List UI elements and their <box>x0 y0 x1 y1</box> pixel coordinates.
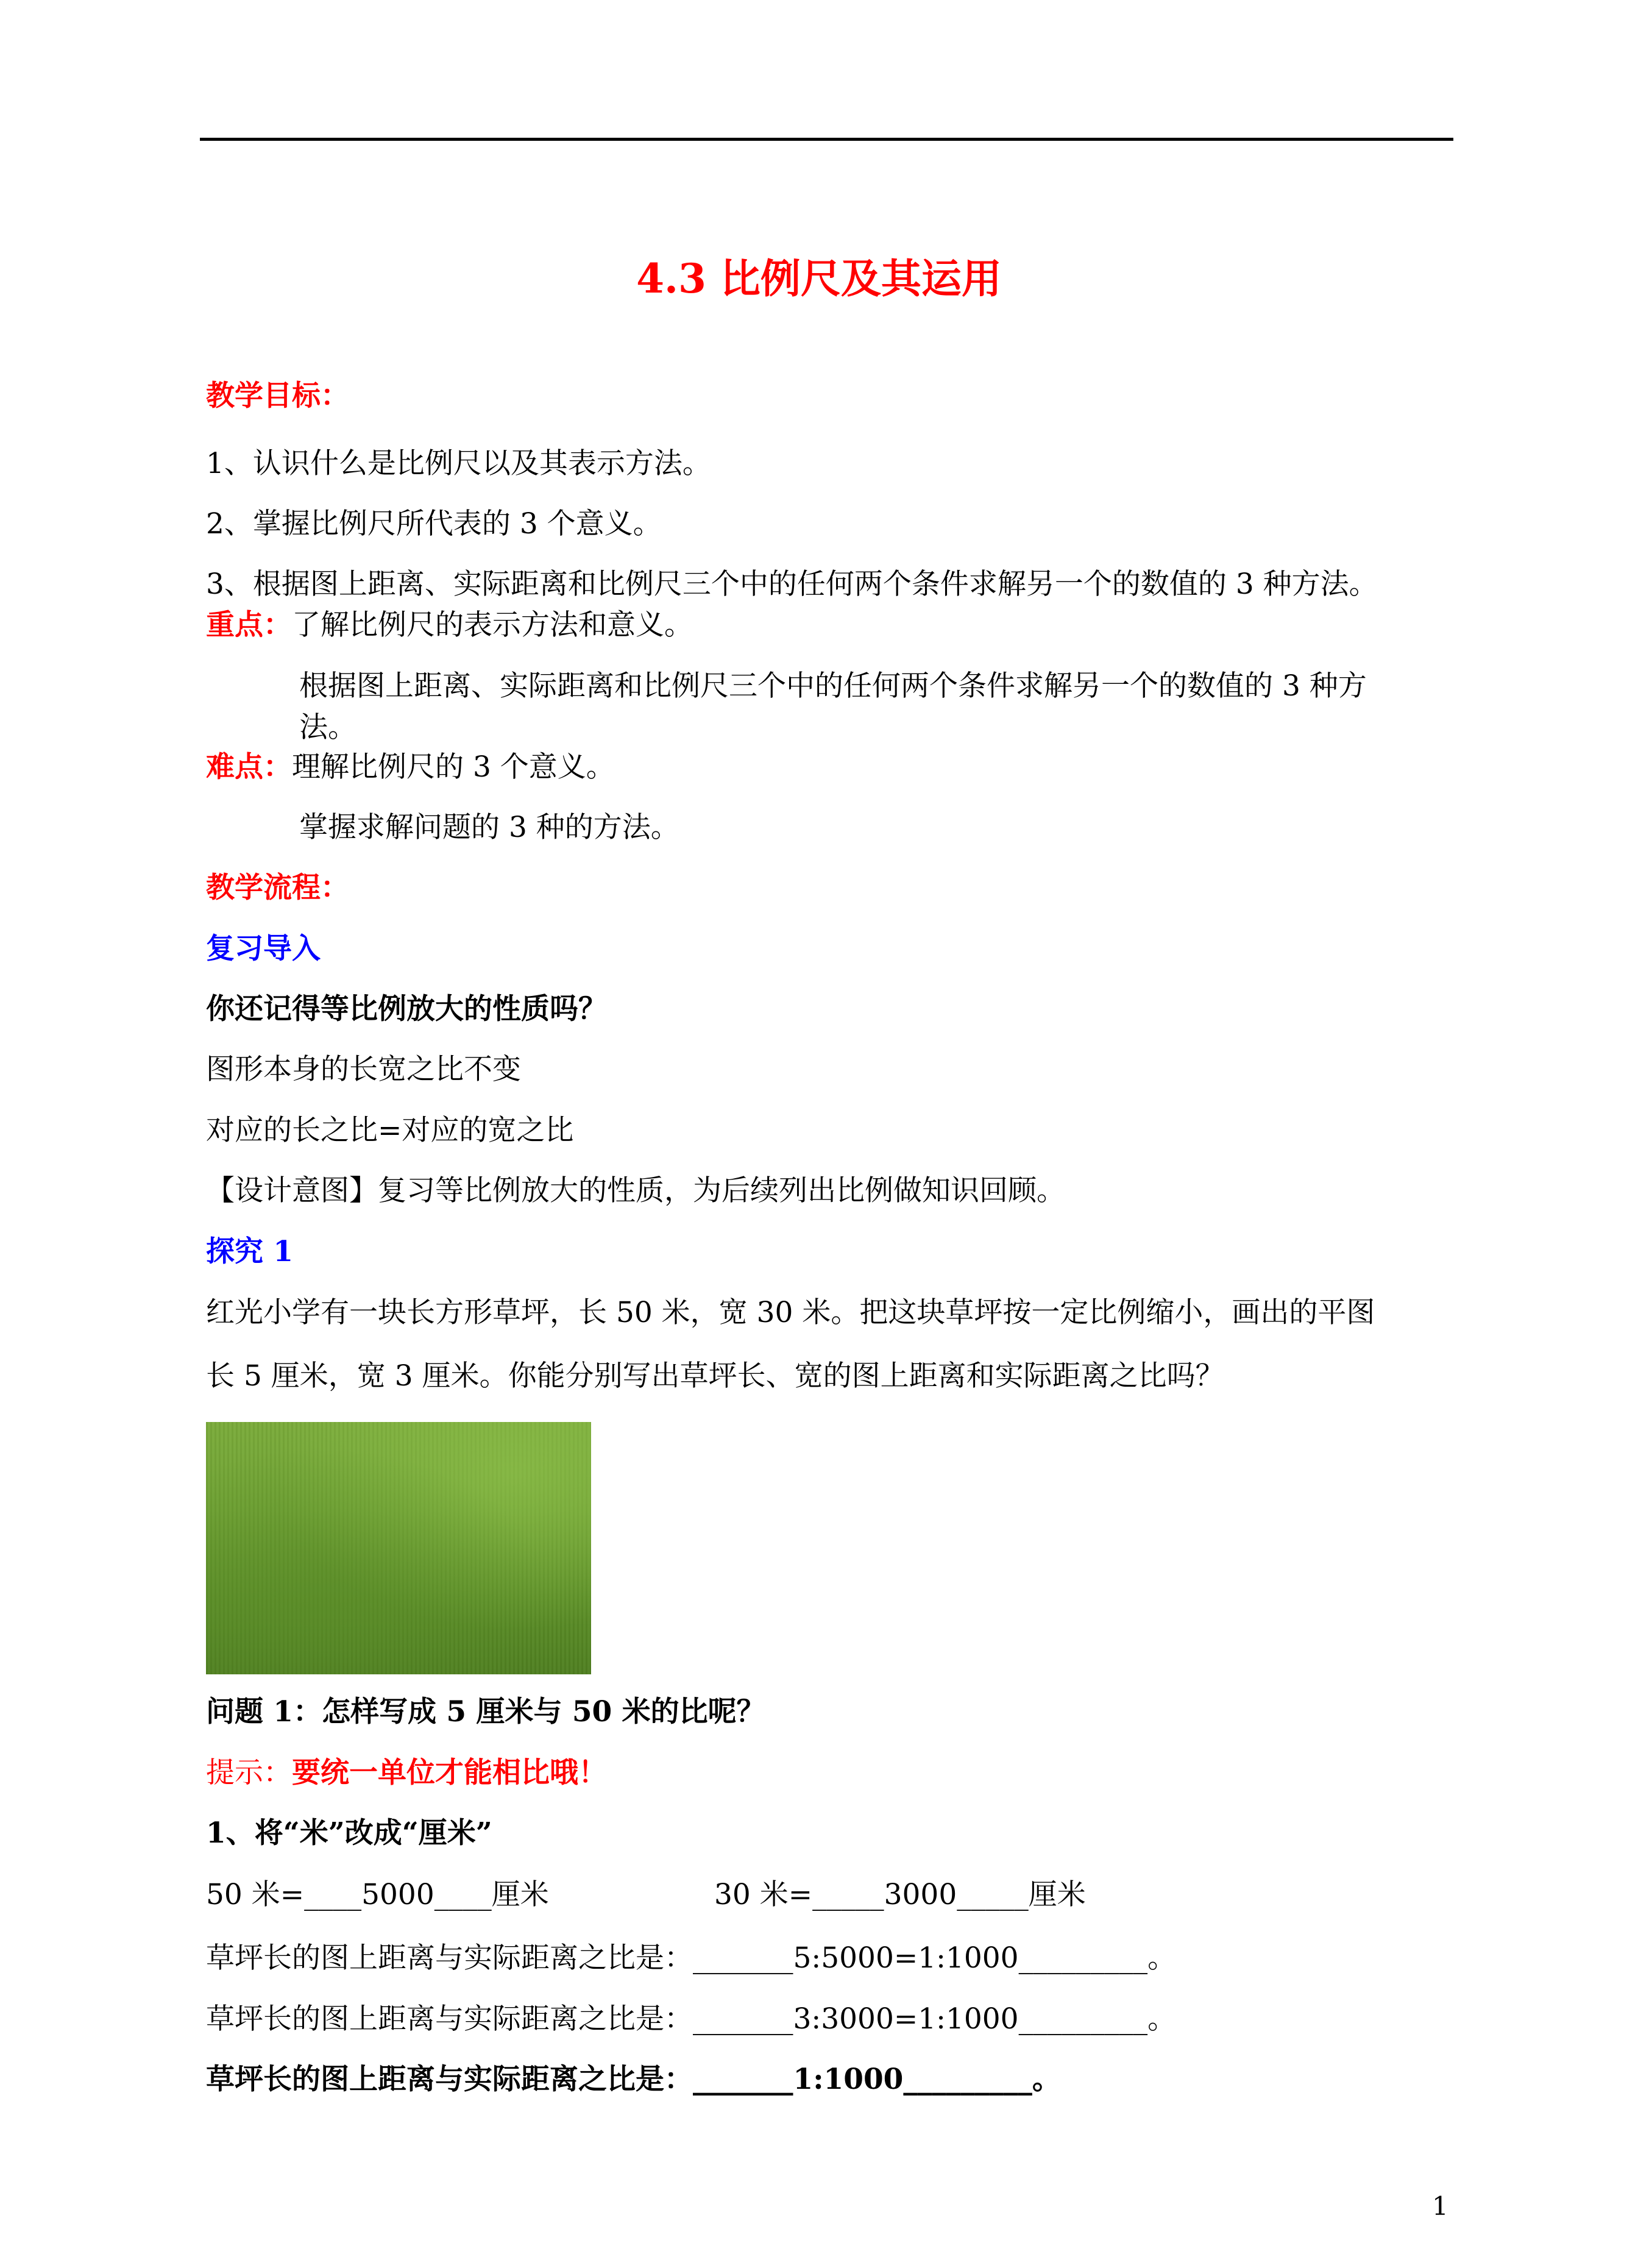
hint-line <box>206 1755 607 1791</box>
hint-text: 要统一单位才能相比哦！ <box>292 1756 607 1790</box>
review-line-2: 对应的长之比=对应的宽之比 <box>206 1114 574 1147</box>
explore1-text-1: 红光小学有一块长方形草坪，长 50 米，宽 30 米。把这块草坪按一定比例缩小，画出的平图 <box>206 1296 1375 1329</box>
conversion-50m: 50 米=____5000____厘米 <box>206 1878 549 1911</box>
review-question: 你还记得等比例放大的性质吗？ <box>206 992 607 1026</box>
difficulties-text-1: 理解比例尺的 3 个意义。 <box>292 750 615 784</box>
hint-label: 提示： <box>206 1756 292 1790</box>
objective-item-2: 2、掌握比例尺所代表的 3 个意义。 <box>206 507 662 541</box>
page-number: 1 <box>1432 2191 1448 2221</box>
objective-item-1: 1、认识什么是比例尺以及其表示方法。 <box>206 447 711 480</box>
review-heading: 复习导入 <box>206 932 321 965</box>
conversion-30m: 30 米=_____3000_____厘米 <box>714 1878 1086 1911</box>
objective-item-3: 3、根据图上距离、实际距离和比例尺三个中的任何两个条件求解另一个的数值的 3 种方法。 <box>206 567 1378 601</box>
explore1-question-1: 问题 1：怎样写成 5 厘米与 50 米的比呢？ <box>206 1695 765 1729</box>
grass-lawn-image <box>206 1422 591 1674</box>
ratio-line-1: 草坪长的图上距离与实际距离之比是：_______5:5000=1:1000_________。 <box>206 1941 1177 1975</box>
process-heading: 教学流程： <box>206 871 349 905</box>
review-design-intent: 【设计意图】复习等比例放大的性质，为后续列出比例做知识回顾。 <box>206 1174 1065 1207</box>
explore1-text-2: 长 5 厘米，宽 3 厘米。你能分别写出草坪长、宽的图上距离和实际距离之比吗？ <box>206 1359 1224 1393</box>
difficulties-line-1 <box>206 749 615 786</box>
difficulties-label: 难点： <box>206 750 292 784</box>
review-line-1: 图形本身的长宽之比不变 <box>206 1053 521 1086</box>
explore1-heading: 探究 1 <box>206 1235 294 1268</box>
objectives-heading: 教学目标： <box>206 379 349 413</box>
ratio-line-2: 草坪长的图上距离与实际距离之比是：_______3:3000=1:1000_________。 <box>206 2002 1177 2036</box>
keypoints-text-1: 了解比例尺的表示方法和意义。 <box>292 608 693 642</box>
difficulties-text-2: 掌握求解问题的 3 种的方法。 <box>299 811 679 844</box>
keypoints-text-2: 根据图上距离、实际距离和比例尺三个中的任何两个条件求解另一个的数值的 3 种方 <box>299 669 1367 703</box>
ratio-line-3: 草坪长的图上距离与实际距离之比是：_______1:1000_________。 <box>206 2063 1061 2096</box>
keypoints-line-1 <box>206 607 693 644</box>
keypoints-label: 重点： <box>206 608 292 642</box>
keypoints-text-3: 法。 <box>299 711 356 744</box>
header-rule <box>200 138 1453 141</box>
step-1: 1、将“米”改成“厘米” <box>206 1816 492 1850</box>
page-title: 4.3 比例尺及其运用 <box>636 255 1002 302</box>
